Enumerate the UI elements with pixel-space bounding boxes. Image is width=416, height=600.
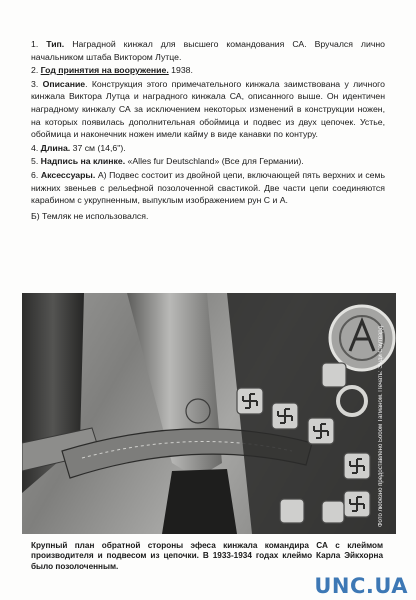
accessories-note-b: Б) Темляк не использовался. bbox=[31, 210, 149, 221]
spec-item-year: 2. Год принятия на вооружение. 1938. bbox=[31, 65, 193, 76]
spec-item-accessories: 6. Аксессуары. А) Подвес состоит из двойной цепи, включающей пять верхних и семь нижних звеньев с рельефной позолоченной свастикой. Две части цепи соединяются карабином с укрупненным, выпуклым изображением рун С и А. bbox=[31, 169, 385, 206]
chain-link bbox=[280, 499, 304, 523]
dagger-photo bbox=[22, 293, 396, 534]
spec-list bbox=[31, 38, 385, 223]
photo-caption: Крупный план обратной стороны эфеса кинжала командира СА с клеймом производителя и подвесом из цепочки. В 1933-1934 годах клеймо Карла Эйкхорна было позолоченным. bbox=[31, 541, 383, 571]
spec-item-type: 1. Тип. Наградной кинжал для высшего командования СА. Вручался лично начальником штаба Виктором Лутце. bbox=[31, 39, 385, 62]
dagger-photo-illustration bbox=[22, 293, 396, 534]
spec-item-description: 3. Описание. Конструкция этого примечательного кинжала заимствована у личного кинжала Виктора Лутца и наградного кинжала СА, описанного выше. Он идентичен наградному кинжалу СА за исключением некоторых изменений в конструкции ножен, на которых появилась дополнительная обоймица и подвес из двух цепочек. Устье, обоймица и наконечник ножен имели кайму в виде канавки по контуру. bbox=[31, 78, 385, 140]
spec-item-length: 4. Длина. 37 см (14,6"). bbox=[31, 142, 126, 153]
site-watermark: UNC.UA bbox=[314, 574, 408, 598]
grip-shape bbox=[162, 469, 237, 534]
chain-link bbox=[322, 363, 346, 387]
chain-link bbox=[322, 501, 344, 523]
photo-credit: Фото любезно предоставлено Бобом Тагманом. Печать: Энди Саутвард. bbox=[378, 324, 384, 527]
spec-item-inscription: 5. Надпись на клинке. «Alles fur Deutschland» (Все для Германии). bbox=[31, 156, 304, 167]
